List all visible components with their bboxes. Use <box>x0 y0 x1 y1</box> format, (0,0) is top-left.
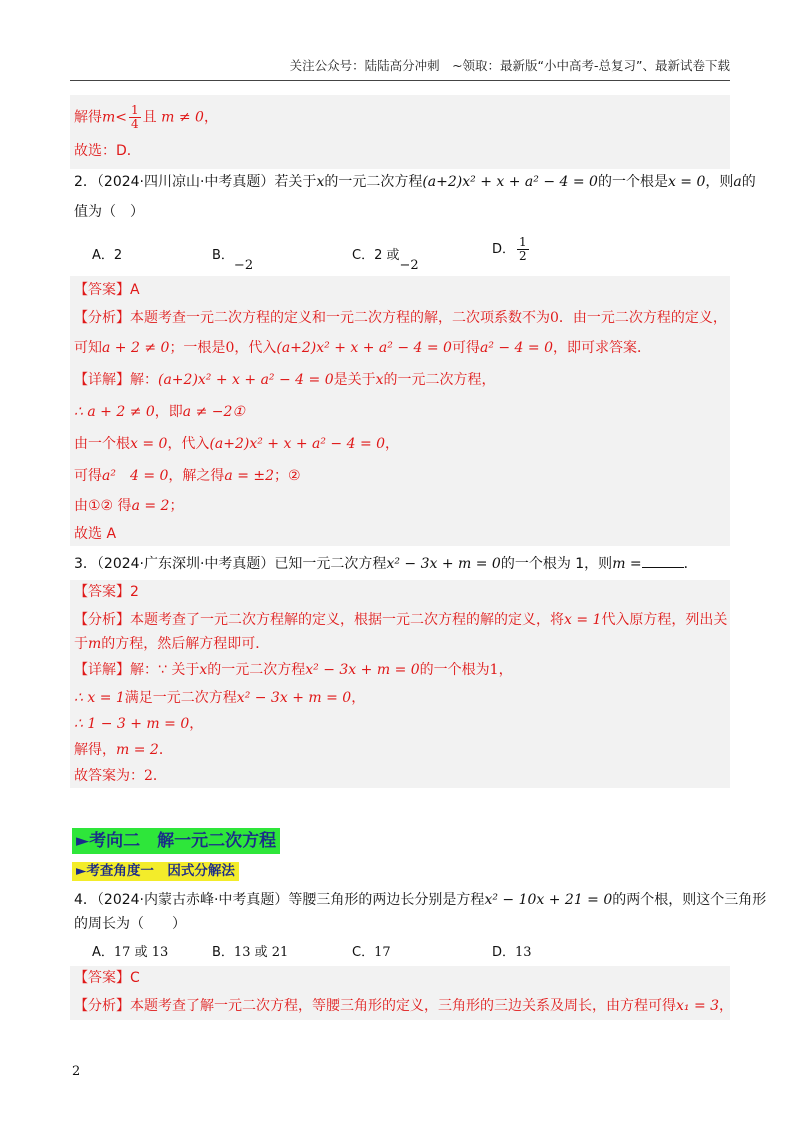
q2-analysis-line1: 【分析】本题考查一元二次方程的定义和一元二次方程的解，二次项系数不为0．由一元二次方程的定义， <box>74 310 727 326</box>
q2-stem-line1: 2．（2024·四川凉山·中考真题）若关于x的一元二次方程(a+2)x² + x + a² − 4 = 0的一个根是x = 0，则a的 <box>74 174 756 190</box>
prev-choose: 故选：D． <box>74 143 141 159</box>
q2-option-c: C．2 或−2 <box>352 248 419 273</box>
q3-detail-line2: ∴ x = 1满足一元二次方程x² − 3x + m = 0， <box>74 690 366 706</box>
q3-analysis-line1: 【分析】本题考查了一元二次方程解的定义，根据一元二次方程的解的定义，将x = 1代入原方程，列出关 <box>74 612 728 628</box>
q4-option-d: D．13 <box>492 945 532 960</box>
q3-detail-line3: ∴ 1 − 3 + m = 0， <box>74 716 204 732</box>
section-title: ►考向二 解一元二次方程 <box>72 828 280 854</box>
q2-detail-line1: 【详解】解：(a+2)x² + x + a² − 4 = 0是关于x的一元二次方程， <box>74 372 496 388</box>
q2-stem-line2: 值为（ ） <box>74 204 144 220</box>
q3-answer: 【答案】2 <box>74 584 139 600</box>
q3-detail-line5: 故答案为：2． <box>74 768 167 784</box>
header-divider <box>70 80 730 81</box>
q2-detail-line2: ∴ a + 2 ≠ 0，即a ≠ −2① <box>74 404 245 420</box>
q2-option-a: A．2 <box>92 248 123 263</box>
q4-option-b: B．13 或 21 <box>212 945 289 960</box>
q4-stem-line2: 的周长为（ ） <box>74 916 186 932</box>
q3-detail-line1: 【详解】解：∵ 关于x的一元二次方程x² − 3x + m = 0的一个根为1， <box>74 662 513 678</box>
q2-analysis-line2: 可知a + 2 ≠ 0；一根是0，代入(a+2)x² + x + a² − 4 = 0可得a² − 4 = 0，即可求答案． <box>74 340 652 356</box>
q3-detail-line4: 解得，m = 2． <box>74 742 173 758</box>
page-number: 2 <box>72 1064 81 1079</box>
q4-analysis-line1: 【分析】本题考查了解一元二次方程，等腰三角形的定义，三角形的三边关系及周长，由方程可得x₁ = 3， <box>74 998 734 1014</box>
q2-option-d: D． $\frac{1}{2}$ <box>492 235 527 263</box>
fraction-one-quarter: $\frac{1}{4}$ <box>131 103 139 131</box>
q3-analysis-line2: 于m的方程，然后解方程即可． <box>74 636 270 652</box>
q4-answer: 【答案】C <box>74 970 140 986</box>
q3-stem: 3．（2024·广东深圳·中考真题）已知一元二次方程x² − 3x + m = 0的一个根为 1，则m = ． <box>74 556 698 572</box>
q2-detail-line4: 可得a² 4 = 0，解之得a = ±2；② <box>74 468 301 484</box>
q2-detail-line3: 由一个根x = 0，代入(a+2)x² + x + a² − 4 = 0， <box>74 436 400 452</box>
q2-answer: 【答案】A <box>74 282 140 298</box>
q4-option-c: C．17 <box>352 945 391 960</box>
subsection-title: ►考查角度一 因式分解法 <box>72 862 239 881</box>
q4-option-a: A．17 或 13 <box>92 945 169 960</box>
prev-solve-line: 解得m< $\frac{1}{4}$ 且 m ≠ 0， <box>74 103 218 131</box>
page-header: 关注公众号：陆陆高分冲刺 ~领取：最新版“小中高考-总复习”、最新试卷下载 <box>289 58 730 73</box>
q4-stem-line1: 4．（2024·内蒙古赤峰·中考真题）等腰三角形的两边长分别是方程x² − 10x + 21 = 0的两个根，则这个三角形 <box>74 892 767 908</box>
fraction-one-half: $\frac{1}{2}$ <box>519 235 527 263</box>
q2-detail-line5: 由①② 得a = 2； <box>74 498 184 514</box>
q2-option-b: B．−2 <box>212 248 254 273</box>
q2-detail-line6: 故选 A <box>74 526 117 542</box>
answer-blank <box>642 567 684 568</box>
